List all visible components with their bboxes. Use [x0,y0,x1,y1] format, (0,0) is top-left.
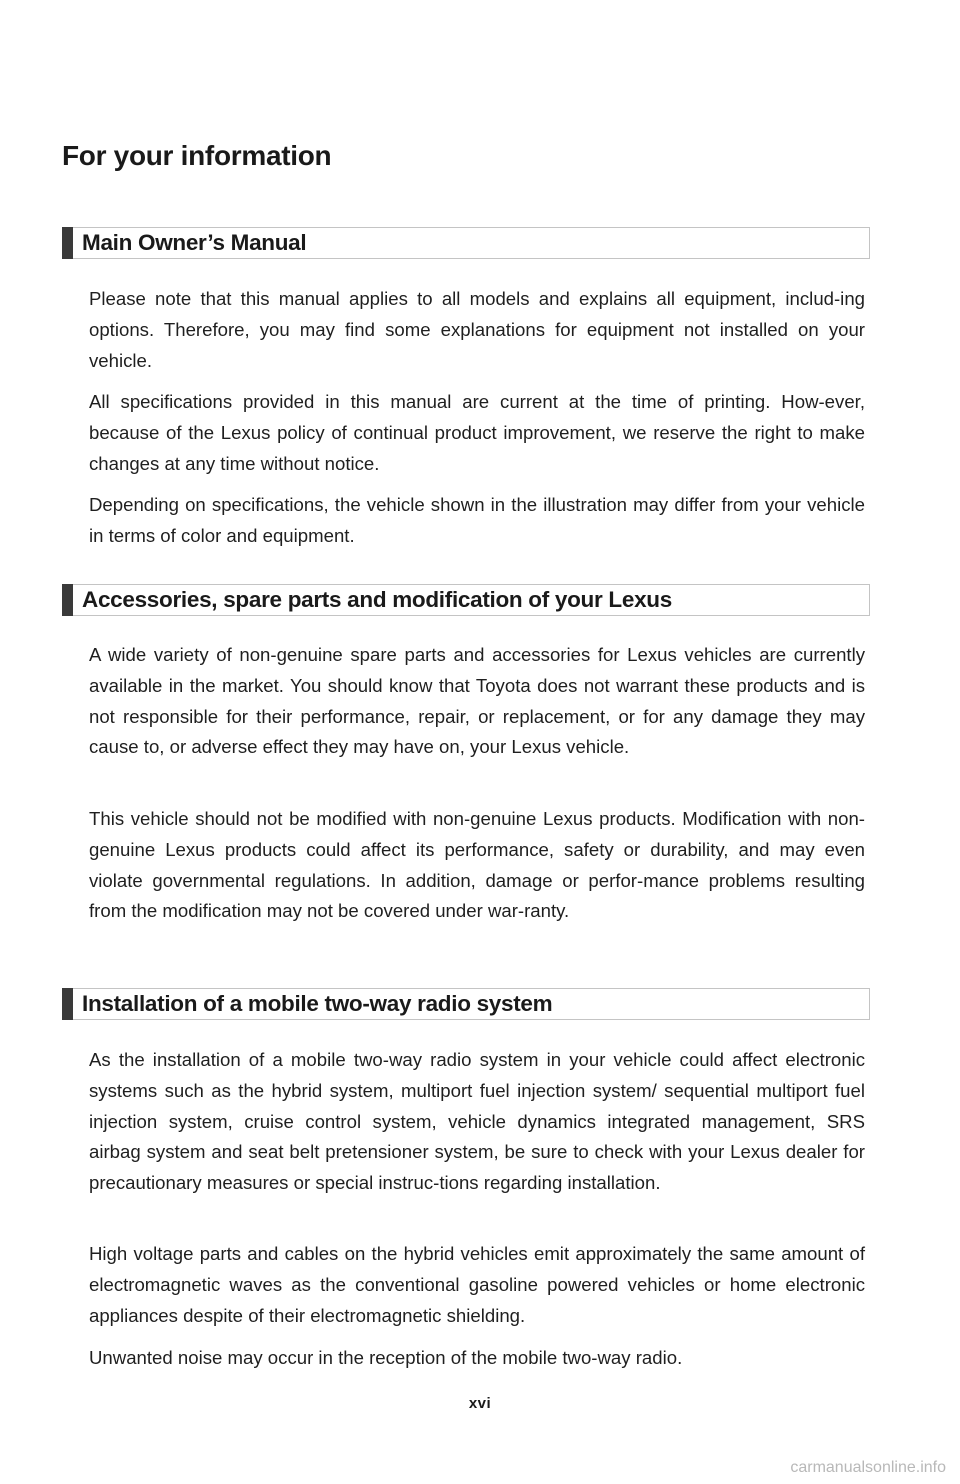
paragraph: High voltage parts and cables on the hybrid vehicles emit approximately the same amount of electromagnetic waves as the conventional gasoline powered vehicles or home electronic appliances despite of their electromagnetic shielding. [89,1243,865,1326]
paragraph: Please note that this manual applies to all models and explains all equipment, includ-ing options. Therefore, you may find some explanations for equipment not installed on your vehicle. [89,288,865,371]
watermark-text: carmanualsonline.info [790,1459,946,1476]
section-marker-bar [62,988,73,1020]
section-title: Installation of a mobile two-way radio system [82,991,553,1016]
section-marker-bar [62,584,73,616]
section-header-accessories [62,584,870,616]
section-marker-bar [62,227,73,259]
paragraph: Depending on specifications, the vehicle shown in the illustration may differ from your vehicle in terms of color and equipment. [89,494,865,546]
paragraph: This vehicle should not be modified with non-genuine Lexus products. Modification with non-genuine Lexus products could affect its performance, safety or durability, and may even violate governmental regulations. In addition, damage or perfor-mance problems resulting from the modification may not be covered under war-ranty. [89,808,865,922]
paragraph: Unwanted noise may occur in the reception of the mobile two-way radio. [89,1347,683,1368]
page-number: xvi [468,1395,492,1412]
section-title: Main Owner’s Manual [82,230,307,255]
paragraph: As the installation of a mobile two-way radio system in your vehicle could affect electronic systems such as the hybrid system, multiport fuel injection system/ sequential multiport fuel injection system, cruise control system, vehicle dynamics integrated management, SRS airbag system and seat belt pretensioner system, be sure to check with your Lexus dealer for precautionary measures or special instruc-tions regarding installation. [89,1049,865,1194]
section-header-two-way-radio [62,988,870,1020]
paragraph: All specifications provided in this manual are current at the time of printing. How-ever, because of the Lexus policy of continual product improvement, we reserve the right to make changes at any time without notice. [89,391,865,474]
section-header-main-owners-manual [62,227,870,259]
page-title: For your information [62,140,332,171]
section-title: Accessories, spare parts and modification of your Lexus [82,587,672,612]
paragraph: A wide variety of non-genuine spare parts and accessories for Lexus vehicles are currently available in the market. You should know that Toyota does not warrant these products and is not responsible for their performance, repair, or replacement, or for any damage they may cause to, or adverse effect they may have on, your Lexus vehicle. [89,644,865,758]
